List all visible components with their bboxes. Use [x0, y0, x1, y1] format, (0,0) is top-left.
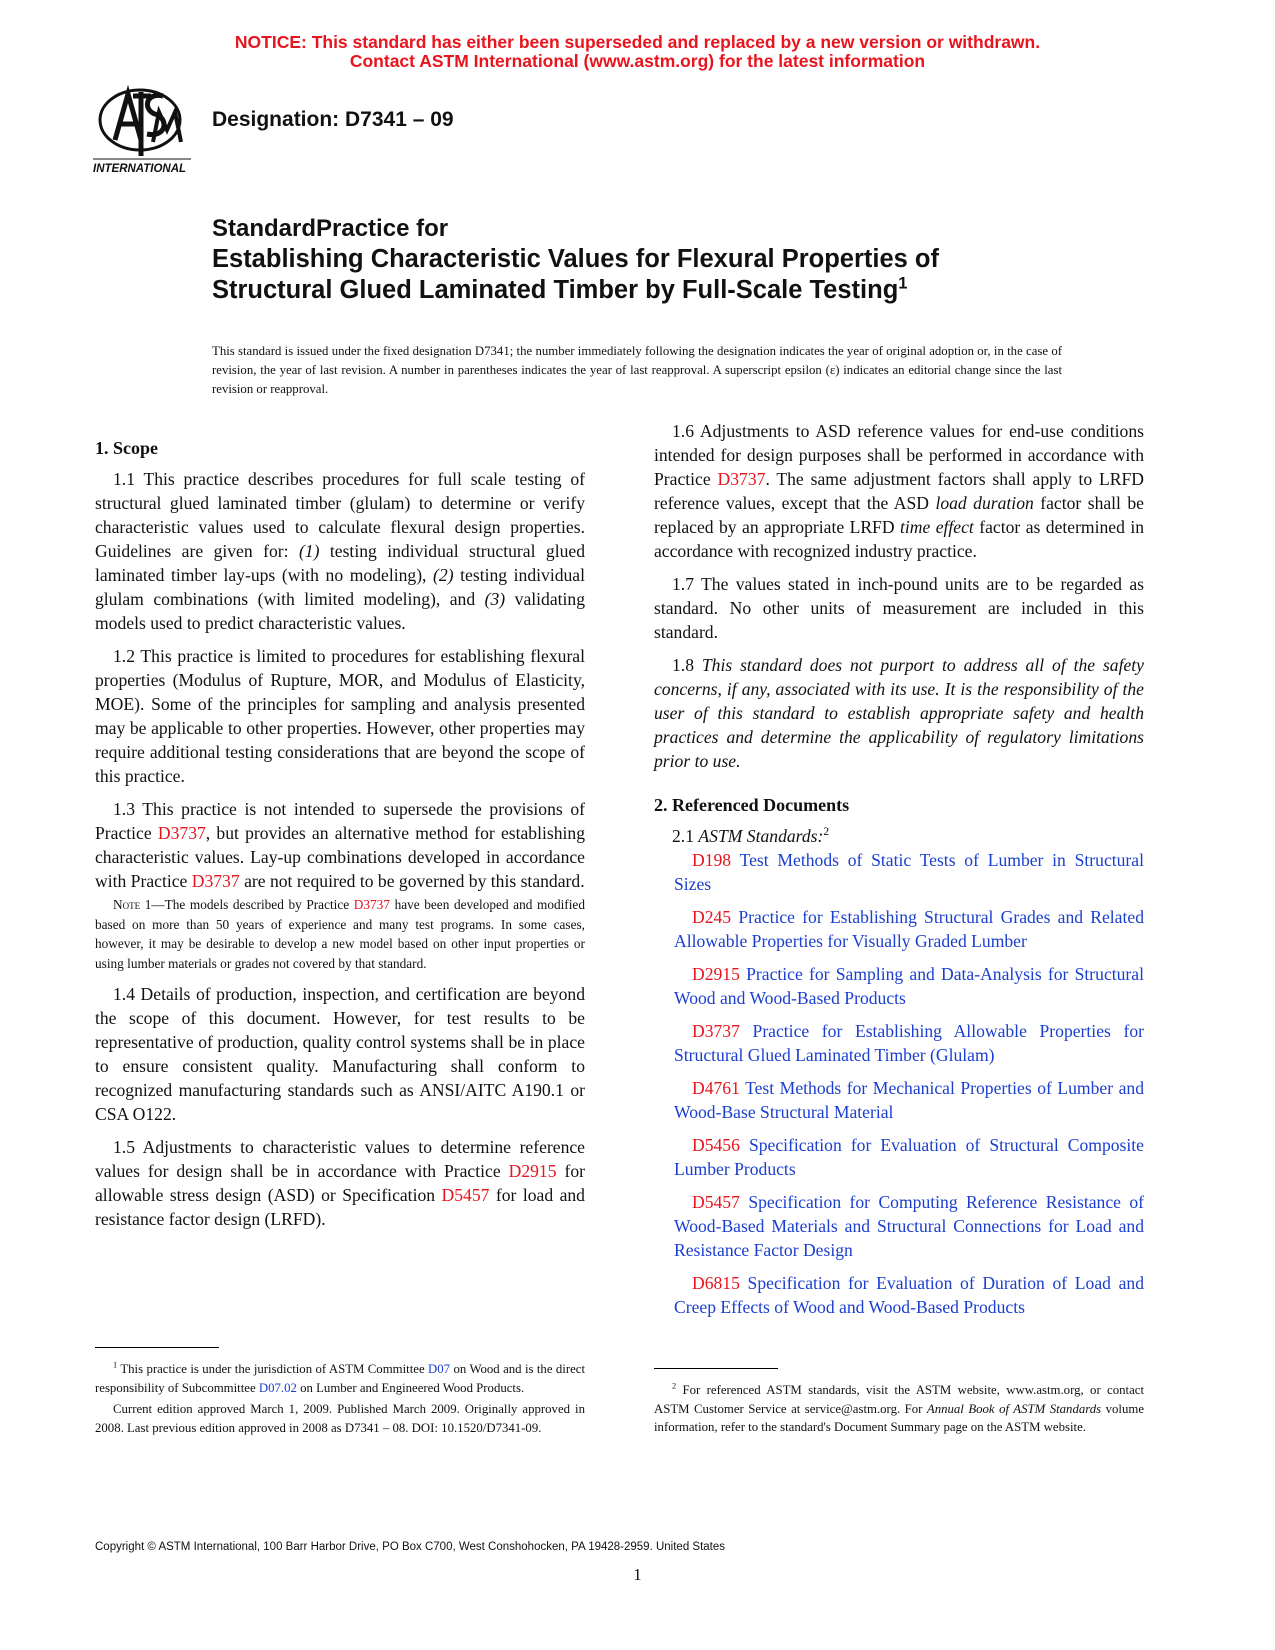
reference-code-link[interactable]: D5456 [692, 1135, 740, 1155]
page-number: 1 [633, 1565, 642, 1584]
link-d07[interactable]: D07 [428, 1362, 451, 1376]
text: 2.1 [672, 826, 694, 846]
reference-list [654, 848, 1144, 1319]
note-label: Note 1 [113, 897, 152, 912]
text: 1.3 This practice is not intended to supersede the provisions of Practice [95, 799, 585, 843]
text: have been developed and modified based on more than 50 years of experience and many test programs. In some cases, however, it may be desirable to develop a new model based on other input properties or using lumber materials or grades not covered by that standard. [95, 897, 585, 971]
reference-code-link[interactable]: D5457 [692, 1192, 740, 1212]
reference-item [654, 1271, 1144, 1319]
reference-code-link[interactable]: D4761 [692, 1078, 740, 1098]
footnote-1-edition: Current edition approved March 1, 2009. Published March 2009. Originally approved in 2008. Last previous edition approved in 2008 as D7341 – 08. DOI: 10.1520/D7341-09. [95, 1402, 585, 1435]
reference-code-link[interactable]: D245 [692, 907, 732, 927]
link-d3737[interactable]: D3737 [191, 871, 240, 891]
text: on Wood and is the direct responsibility of Subcommittee [95, 1362, 586, 1395]
reference-code-link[interactable]: D3737 [692, 1021, 740, 1041]
section-heading-referenced-documents: 2. Referenced Documents [654, 795, 850, 815]
designation: Designation: D7341 – 09 [212, 108, 454, 131]
reference-item [654, 1133, 1144, 1181]
reference-title-link[interactable]: Test Methods for Mechanical Properties of Lumber and Wood-Base Structural Material [674, 1078, 1144, 1122]
text: This practice is under the jurisdiction of ASTM Committee [120, 1362, 425, 1376]
reference-item [654, 1190, 1144, 1262]
italic-text: (1) [298, 541, 320, 561]
text: for allowable stress design (ASD) or Specification [95, 1161, 585, 1205]
text: 1.8 [672, 655, 694, 675]
italic-text: (2) [433, 565, 454, 585]
reference-item [654, 905, 1144, 953]
text: —The models described by Practice [151, 897, 350, 912]
italic-text: (3) [484, 589, 506, 609]
right-column [654, 419, 1144, 1328]
link-d3737[interactable]: D3737 [717, 469, 766, 489]
text: volume information, refer to the standard's Document Summary page on the ASTM website. [654, 1401, 1144, 1434]
title-line-2 [212, 275, 1072, 306]
reference-title-link[interactable]: Test Methods of Static Tests of Lumber in Structural Sizes [674, 850, 1144, 894]
link-d07-02[interactable]: D07.02 [258, 1380, 297, 1395]
notice-line-1: NOTICE: This standard has either been superseded and replaced by a new version or withdrawn. [234, 32, 1041, 52]
footnote-mark: 2 [672, 1381, 677, 1391]
reference-title-link[interactable]: Practice for Establishing Allowable Properties for Structural Glued Laminated Timber (Glulam) [674, 1021, 1144, 1065]
link-d3737[interactable]: D3737 [353, 897, 390, 912]
title-line-1: Establishing Characteristic Values for Flexural Properties of [212, 245, 939, 273]
paragraph-1-8 [654, 653, 1144, 773]
footnote-1-jurisdiction [95, 1360, 585, 1397]
reference-item [654, 1076, 1144, 1124]
note-1 [95, 895, 585, 973]
reference-title-link[interactable]: Specification for Evaluation of Duration of Load and Creep Effects of Wood and Wood-Based Products [674, 1273, 1144, 1317]
reference-item [654, 1019, 1144, 1067]
section-heading-scope: 1. Scope [95, 438, 158, 458]
text: validating models used to predict characteristic values. [95, 589, 585, 633]
footnote-rule [654, 1368, 778, 1369]
text: testing individual glulam combinations (with limited modeling), and [95, 565, 585, 609]
paragraph-1-2: 1.2 This practice is limited to procedures for establishing flexural properties (Modulus of Rupture, MOR, and Modulus of Elasticity, MOE). Some of the principles for sampling and analysis presented may be applicable to other properties. However, other properties may require additional testing considerations that are beyond the scope of this practice. [95, 646, 585, 786]
title-kind: StandardPractice for [212, 215, 449, 242]
link-d3737[interactable]: D3737 [157, 823, 206, 843]
reference-code-link[interactable]: D6815 [692, 1273, 740, 1293]
left-column [95, 436, 585, 1240]
reference-item [654, 962, 1144, 1010]
title-footnote-mark: 1 [898, 273, 908, 293]
italic-text: load duration [935, 493, 1034, 513]
italic-text: Annual Book of ASTM Standards [926, 1401, 1102, 1416]
astm-logo-icon [93, 82, 197, 176]
reference-title-link[interactable]: Specification for Computing Reference Resistance of Wood-Based Materials and Structural Connections for Load and Resistance Factor Design [674, 1192, 1144, 1260]
copyright: Copyright © ASTM International, 100 Barr Harbor Drive, PO Box C700, West Conshohocken, PA 19428-2959. United States [95, 1541, 726, 1553]
footnote-1 [95, 1347, 585, 1440]
title-block [212, 214, 1072, 306]
title-line-2-text: Structural Glued Laminated Timber by Full-Scale Testing [212, 276, 899, 304]
paragraph-1-5 [95, 1135, 585, 1231]
paragraph-1-6 [654, 419, 1144, 563]
link-d2915[interactable]: D2915 [508, 1161, 557, 1181]
issue-note: This standard is issued under the fixed designation D7341; the number immediately following the designation indicates the year of original adoption or, in the case of revision, the year of last revision. A number in parentheses indicates the year of last reapproval. A superscript epsilon (ε) indicates an editorial change since the last revision or reapproval. [212, 344, 1062, 396]
text: , but provides an alternative method for establishing characteristic values. Lay-up combinations developed in accordance with Practice [95, 823, 585, 891]
reference-code-link[interactable]: D2915 [692, 964, 740, 984]
paragraph-1-4: 1.4 Details of production, inspection, and certification are beyond the scope of this document. However, for test results to be representative of production, quality control systems shall be in place to ensure consistent quality. Manufacturing shall conform to recognized manufacturing standards such as ANSI/AITC A190.1 or CSA O122. [95, 984, 585, 1124]
footnote-mark: 1 [113, 1360, 118, 1370]
footnote-mark: 2 [823, 826, 830, 839]
text: 1.5 Adjustments to characteristic values to determine reference values for design shall be in accordance with Practice [95, 1137, 585, 1181]
text: . The same adjustment factors shall apply to LRFD reference values, except that the ASD [654, 469, 1144, 513]
footnote-rule [95, 1347, 219, 1348]
italic-text: time effect [900, 517, 974, 537]
text: 1.6 Adjustments to ASD reference values for end-use conditions intended for design purposes shall be performed in accordance with Practice [654, 421, 1144, 489]
reference-item [654, 848, 1144, 896]
paragraph-1-3 [95, 797, 585, 893]
text: on Lumber and Engineered Wood Products. [300, 1380, 525, 1395]
reference-code-link[interactable]: D198 [692, 850, 732, 870]
text: for load and resistance factor design (LRFD). [95, 1185, 585, 1229]
link-d5457[interactable]: D5457 [441, 1185, 490, 1205]
reference-title-link[interactable]: Specification for Evaluation of Structural Composite Lumber Products [674, 1135, 1144, 1179]
notice-banner [0, 33, 1275, 71]
reference-title-link[interactable]: Practice for Establishing Structural Grades and Related Allowable Properties for Visually Graded Lumber [674, 907, 1144, 951]
text: are not required to be governed by this standard. [244, 871, 585, 891]
text: factor shall be replaced by an appropriate LRFD [654, 493, 1144, 537]
text: 1.1 This practice describes procedures for full scale testing of structural glued laminated timber (glulam) to determine or verify characteristic values used to calculate flexural design properties. Guidelines are given for: [95, 469, 585, 561]
text: factor as determined in accordance with recognized industry practice. [654, 517, 1145, 561]
paragraph-1-1 [95, 467, 585, 635]
footnote-2 [654, 1368, 1144, 1440]
italic-text: ASTM Standards: [698, 826, 824, 846]
notice-line-2: Contact ASTM International (www.astm.org) for the latest information [349, 51, 926, 71]
paragraph-1-7: 1.7 The values stated in inch-pound units are to be regarded as standard. No other units of measurement are included in this standard. [654, 574, 1144, 642]
footnote-2-text [654, 1381, 1144, 1437]
reference-title-link[interactable]: Practice for Sampling and Data-Analysis for Structural Wood and Wood-Based Products [674, 964, 1144, 1008]
text: testing individual structural glued laminated timber lay-ups (with no modeling), [95, 541, 585, 585]
paragraph-2-1 [654, 824, 1144, 848]
logo-wordmark: INTERNATIONAL [93, 163, 187, 175]
text: For referenced ASTM standards, visit the ASTM website, www.astm.org, or contact ASTM Customer Service at service@astm.org. For [654, 1383, 1145, 1416]
italic-text: This standard does not purport to address all of the safety concerns, if any, associated with its use. It is the responsibility of the user of this standard to establish appropriate safety and health practices and determine the applicability of regulatory limitations prior to use. [654, 655, 1144, 771]
